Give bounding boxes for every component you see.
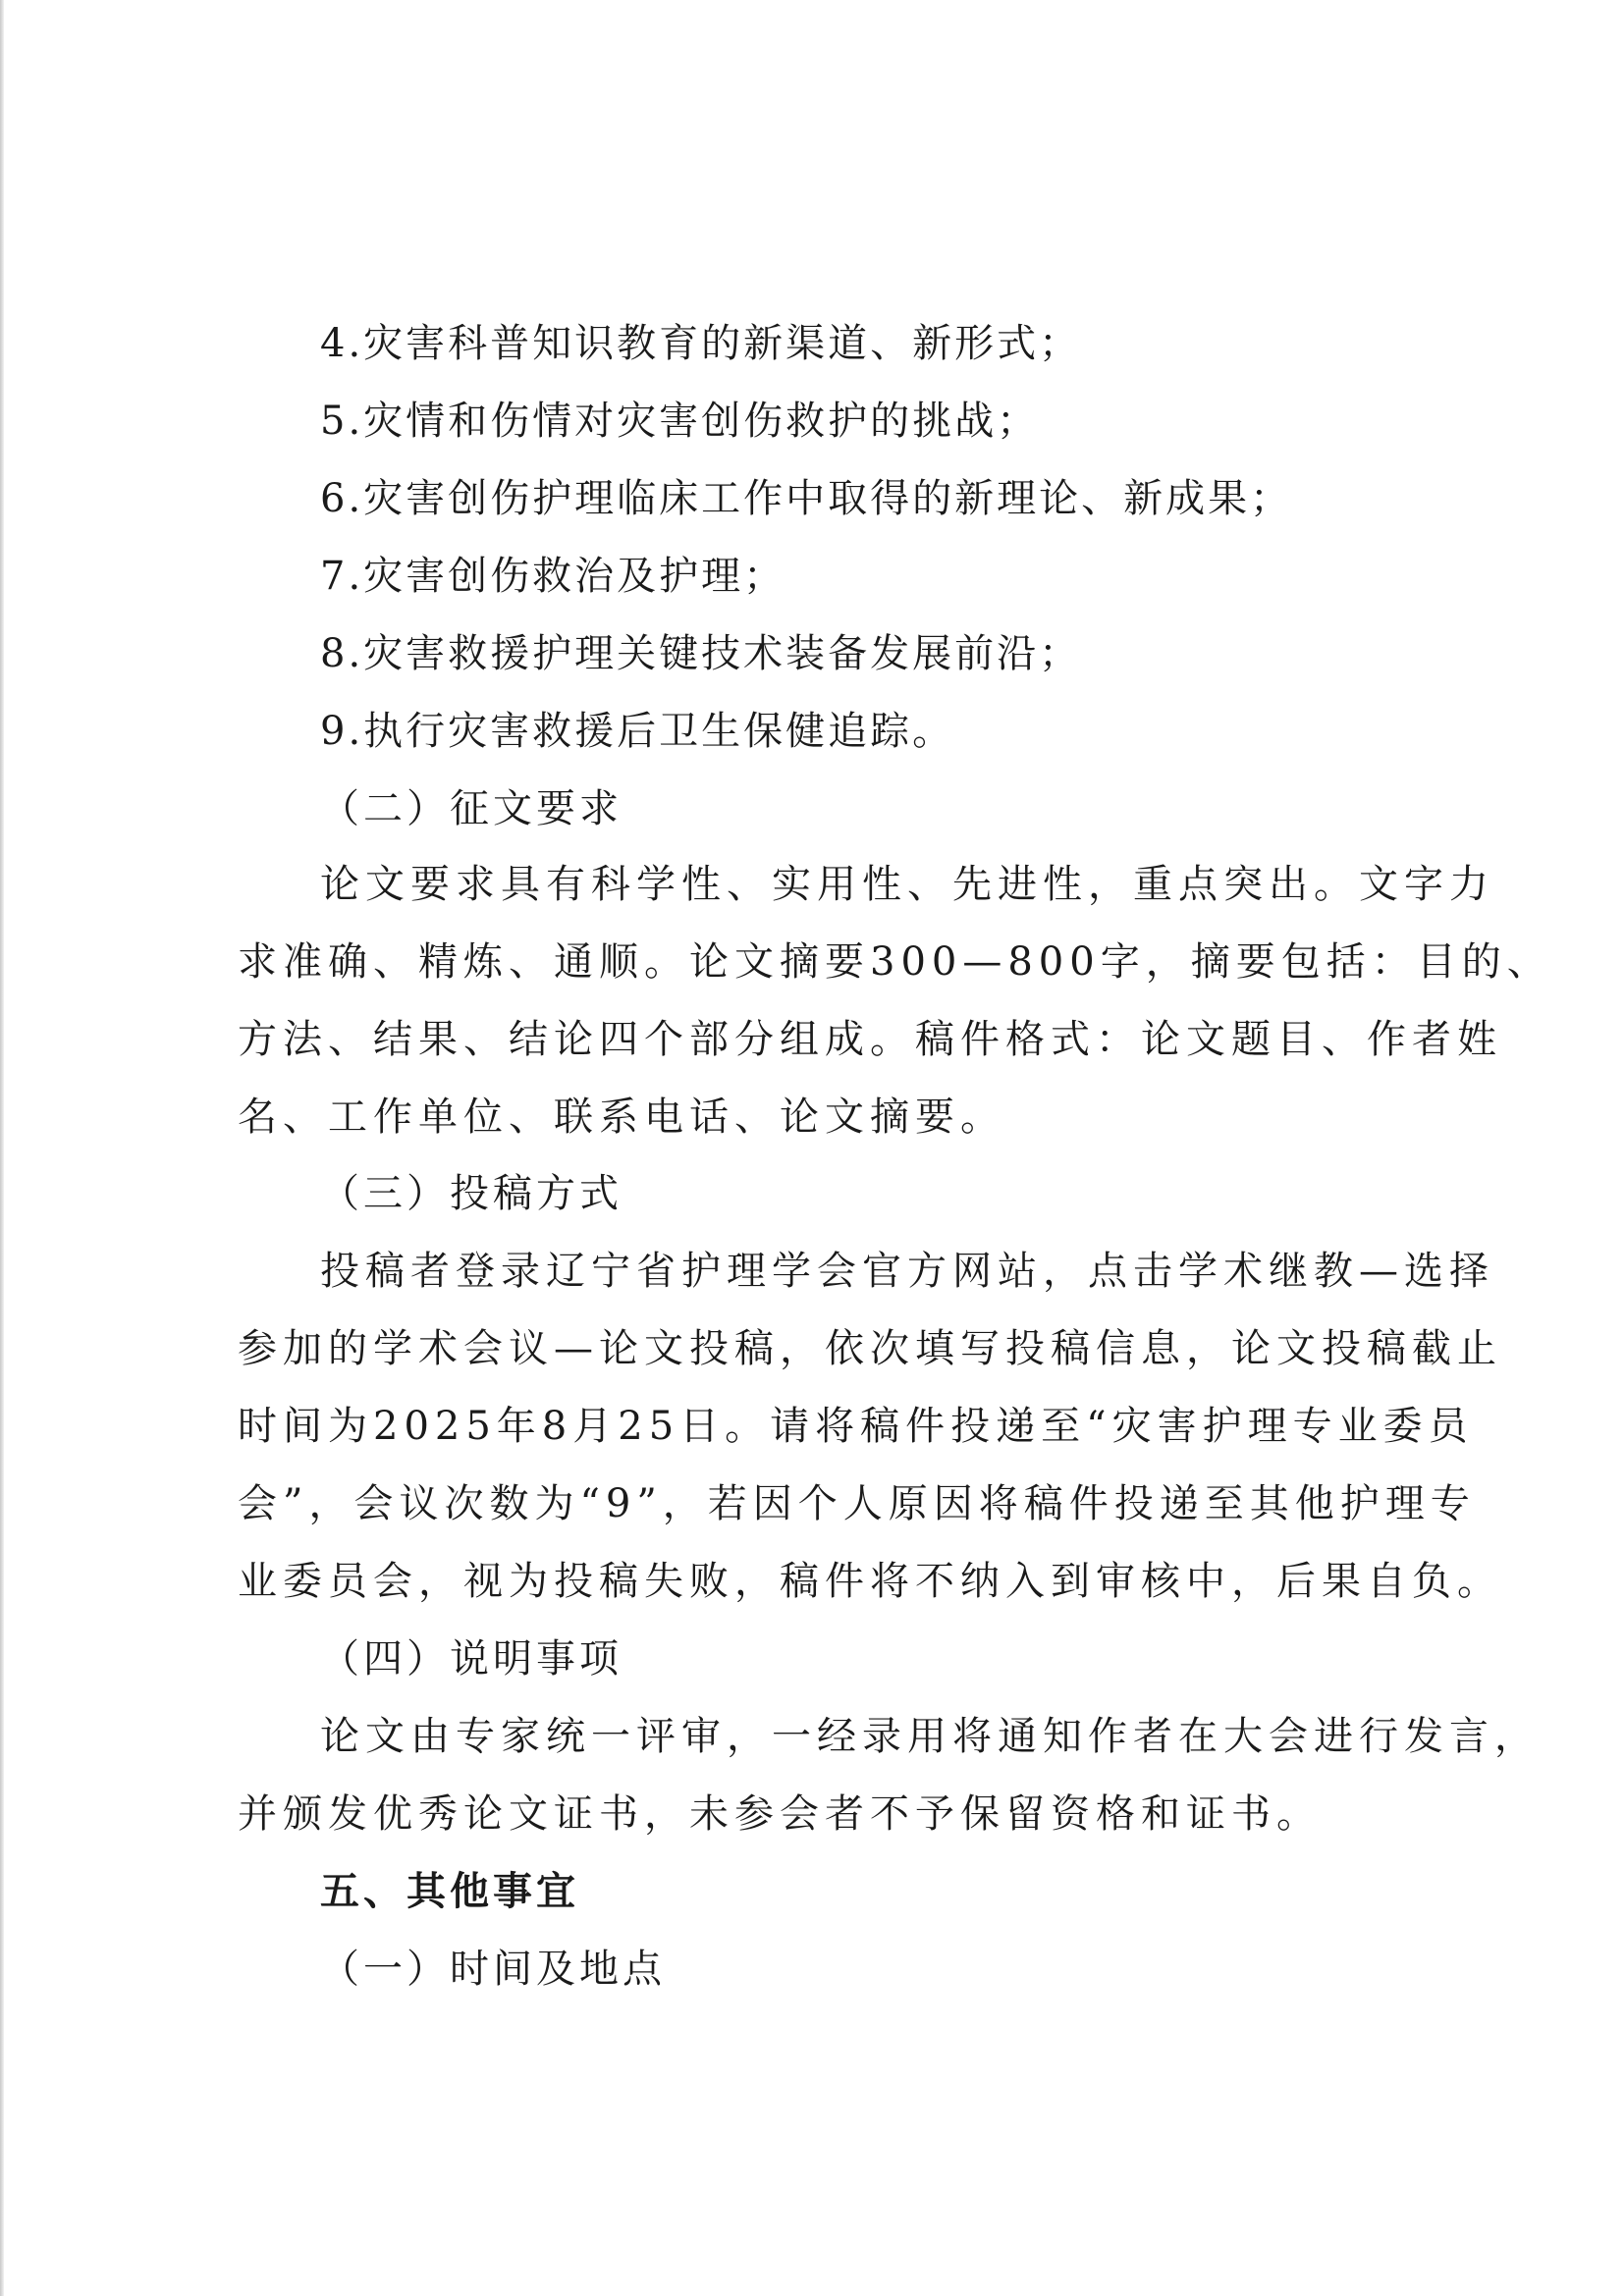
- paragraph-line: 名、工作单位、联系电话、论文摘要。: [238, 1095, 1005, 1140]
- paragraph-line: 业委员会，视为投稿失败，稿件将不纳入到审核中，后果自负。: [238, 1559, 1502, 1604]
- chapter-heading: 五、其他事宜: [320, 1869, 579, 1914]
- section-heading: （一）时间及地点: [320, 1947, 666, 1992]
- section-heading: （四）说明事项: [320, 1636, 623, 1682]
- scan-edge: [0, 0, 4, 2296]
- paragraph-line: 投稿者登录辽宁省护理学会官方网站，点击学术继教—选择: [320, 1249, 1494, 1294]
- paragraph-line: 时间为2025年8月25日。请将稿件投递至“灾害护理专业委员: [238, 1404, 1474, 1449]
- section-heading: （三）投稿方式: [320, 1171, 623, 1216]
- paragraph-line: 并颁发优秀论文证书，未参会者不予保留资格和证书。: [238, 1791, 1322, 1837]
- paragraph-line: 会”，会议次数为“9”，若因个人原因将稿件投递至其他护理专: [238, 1481, 1476, 1526]
- list-item: 8.灾害救援护理关键技术装备发展前沿；: [320, 631, 1082, 676]
- list-item: 4.灾害科普知识教育的新渠道、新形式；: [320, 321, 1082, 366]
- paragraph-line: 参加的学术会议—论文投稿，依次填写投稿信息，论文投稿截止: [238, 1326, 1502, 1371]
- list-item: 6.灾害创伤护理临床工作中取得的新理论、新成果；: [320, 476, 1293, 521]
- paragraph-line: 论文由专家统一评审，一经录用将通知作者在大会进行发言，: [320, 1714, 1540, 1759]
- section-heading: （二）征文要求: [320, 786, 623, 831]
- paragraph-line: 求准确、精炼、通顺。论文摘要300—800字，摘要包括：目的、: [238, 939, 1552, 985]
- list-item: 7.灾害创伤救治及护理；: [320, 554, 786, 599]
- list-item: 5.灾情和伤情对灾害创伤救护的挑战；: [320, 399, 1040, 444]
- list-item: 9.执行灾害救援后卫生保健追踪。: [320, 709, 955, 754]
- paragraph-line: 论文要求具有科学性、实用性、先进性，重点突出。文字力: [320, 862, 1494, 907]
- paragraph-line: 方法、结果、结论四个部分组成。稿件格式：论文题目、作者姓: [238, 1017, 1502, 1062]
